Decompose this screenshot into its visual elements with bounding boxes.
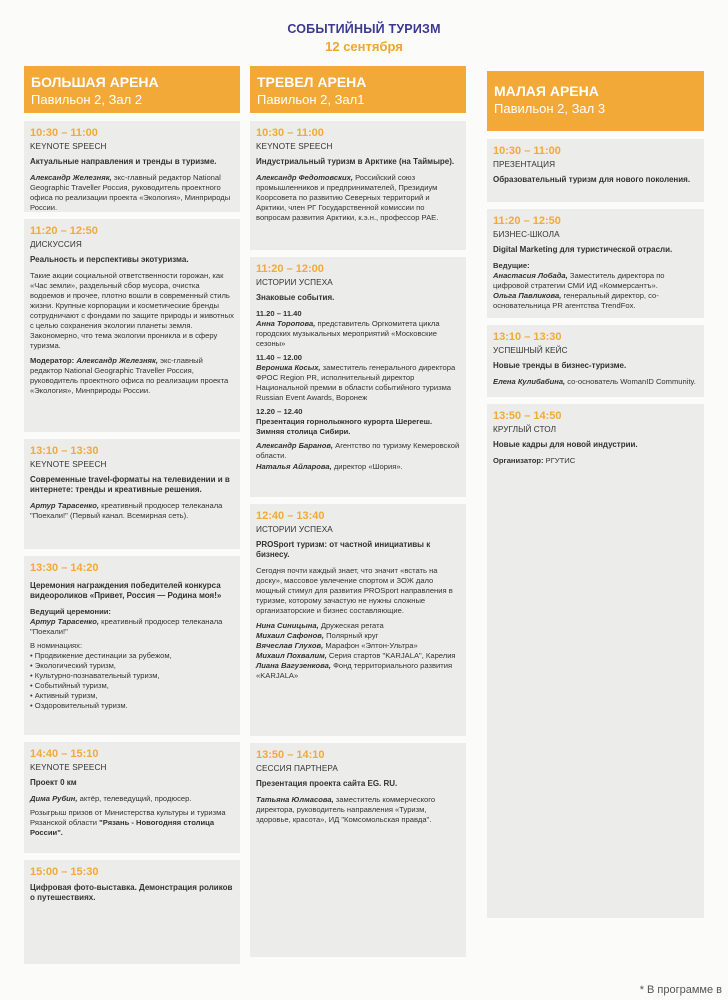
session-title: Цифровая фото-выставка. Демонстрация роликов о путешествиях. [30,883,233,902]
page-date: 12 сентября [325,39,403,54]
session-block [487,139,704,202]
session-title: PROSport туризм: от частной инициативы к бизнесу. [256,540,431,559]
speaker-desc: заместитель генерального директора ФРОС Region PR, исполнительный директор Национальной премии в области событийного туризма Russian Event Awards, Воронеж [256,363,456,402]
session-block [24,439,240,549]
session-title: Новые кадры для новой индустрии. [493,440,638,449]
moderator-label: Модератор: [30,356,75,365]
host-desc: креативный продюсер телеканала "Поехали!" [30,617,223,636]
speaker-desc: директор «Шория». [331,462,403,471]
nomination-item: • Культурно-познавательный туризм, [30,671,234,681]
organizer-value: РГУТИС [543,456,576,465]
lead [493,291,698,311]
session-time: 11:20 – 12:00 [256,263,324,275]
participant-name: Михаил Похвалим, [256,651,327,660]
speaker-name: Артур Тарасенко, [30,501,100,510]
session-block [250,504,466,736]
session-type: ДИСКУССИЯ [30,240,82,249]
session-time: 11:20 – 12:50 [30,225,98,237]
arena-name: МАЛАЯ АРЕНА [494,83,599,99]
host-name: Артур Тарасенко, [30,617,100,626]
lead-name: Ольга Павликова, [493,291,562,300]
session-time: 12:40 – 13:40 [256,510,325,522]
session-time: 10:30 – 11:00 [493,145,561,157]
subsession-title: Презентация горнолыжного курорта Шерегеш. Зимняя столица Сибири. [256,417,433,436]
session-block [24,121,240,212]
session-time: 13:30 – 14:20 [30,562,99,574]
session-type: KEYNOTE SPEECH [30,763,107,772]
speaker-name: Елена Кулибабина, [493,377,566,386]
session-type: KEYNOTE SPEECH [256,142,333,151]
host [30,607,234,637]
session-block [487,209,704,318]
session-time: 10:30 – 11:00 [256,127,324,139]
session-type: ПРЕЗЕНТАЦИЯ [493,160,556,169]
session-title: Реальность и перспективы экотуризма. [30,255,189,264]
session-time: 13:50 – 14:10 [256,749,325,761]
arena-place: Павильон 2, Зал 3 [494,101,606,116]
host-label: Ведущий церемонии: [30,607,111,616]
session-type: ИСТОРИИ УСПЕХА [256,278,333,287]
session-time: 15:00 – 15:30 [30,866,99,878]
speaker-name: Анна Торопова, [256,319,316,328]
speaker-name: Александр Федотовских, [256,173,353,182]
speaker-name: Вероника Косых, [256,363,321,372]
nomination-item: • Оздоровительный туризм. [30,701,234,711]
session-title: Digital Marketing для туристической отрасли. [493,245,673,254]
participant [256,621,460,631]
leads-label: Ведущие: [493,261,530,270]
moderator-name: Александр Железняк, [74,356,158,365]
column-trevel-arena [250,66,466,964]
participant-desc: Дружеская регата [318,621,384,630]
column-malaya-arena [487,66,704,925]
session-type: KEYNOTE SPEECH [30,142,107,151]
participant-desc: Фонд территориального развития «KARJALA» [256,661,453,680]
speaker [256,173,460,223]
session-block [24,219,240,432]
session-block [24,742,240,853]
session-title: Церемония награждения победителей конкурса видеороликов «Привет, Россия — Родина моя!» [30,581,222,600]
session-block [250,121,466,250]
speaker [30,501,234,521]
speaker-name: Александр Железняк, [30,173,112,182]
arena-name: БОЛЬШАЯ АРЕНА [31,74,159,90]
session-type: КРУГЛЫЙ СТОЛ [493,425,557,434]
nominations-label: В номинациях: [30,641,83,650]
arena-header [250,66,466,113]
session-time: 13:10 – 13:30 [30,445,99,457]
lead-desc: Заместитель директора по цифровой стратегии СМИ ИД «Коммерсантъ». [493,271,665,290]
session-block [24,860,240,964]
session-block [250,743,466,957]
page-title: СОБЫТИЙНЫЙ ТУРИЗМ [287,22,441,36]
session-text: Такие акции социальной ответственности горожан, как «Час земли», раздельный сбор мусора, очистка водоемов и прочее, плотно вошли в современный стиль жизни. Крупные корпорации и косметические бренды сотрудничают с фондами по защите природы и животных с целью сохранения экологии планеты земля. Закономерно, что тема экологии проникла и в сферу туризма. [30,271,234,350]
organizer [493,456,698,466]
session-time: 13:50 – 14:50 [493,410,562,422]
subsession-time: 11.20 – 11.40 [256,309,302,318]
subsession-time: 11.40 – 12.00 [256,353,303,362]
participant-desc: Марафон «Элтон-Ультра» [323,641,418,650]
session-time: 13:10 – 13:30 [493,331,562,343]
arena-place: Павильон 2, Зал1 [257,92,365,107]
participant [256,651,460,661]
nomination-item: • Активный туризм, [30,691,234,701]
nomination-item: • Экологический туризм, [30,661,234,671]
speaker [256,363,460,403]
speaker-name: Татьяна Юлмасова, [256,795,334,804]
session-type: ИСТОРИИ УСПЕХА [256,525,333,534]
lead [493,271,698,291]
participant [256,641,460,651]
session-type: СЕССИЯ ПАРТНЕРА [256,764,338,773]
speaker [256,319,460,349]
session-title: Проект 0 км [30,778,77,787]
session-title: Актуальные направления и тренды в туризме. [30,157,217,166]
prize-text: Розыгрыш призов от Министерства культуры и туризма Рязанской области [30,808,226,827]
session-title: Индустриальный туризм в Арктике (на Таймыре). [256,157,455,166]
session-time: 14:40 – 15:10 [30,748,99,760]
session-block [487,325,704,397]
nomination-item: • Событийный туризм, [30,681,234,691]
speaker [256,795,460,825]
speaker-desc: представитель Оргкомитета цикла городских музыкальных мероприятий «Московские сезоны» [256,319,440,348]
speaker-desc: Российский союз промышленников и предпринимателей, Президиум Коорсовета по развитию Северных территорий и Арктики, член РГ Государственной комиссии по вопросам развития Арктики, к.э.н., профессор РАЕ. [256,173,439,222]
speaker-desc: со-основатель WomanID Community. [565,377,696,386]
speaker-desc: актёр, телеведущий, продюсер. [77,794,192,803]
lead-name: Анастасия Лобада, [493,271,568,280]
footer-note: * В программе в [639,984,722,996]
arena-header [24,66,240,113]
arena-name: ТРЕВЕЛ АРЕНА [257,74,367,90]
session-block [250,257,466,497]
session-time: 10:30 – 11:00 [30,127,98,139]
participant-desc: Полярный круг [323,631,379,640]
speaker-name: Наталья Айларова, [256,462,332,471]
session-title: Знаковые события. [256,293,335,302]
speaker-name: Александр Баранов, [256,441,334,450]
speaker-desc: креативный продюсер телеканала "Поехали!" (Первый канал. Всемирная сеть). [30,501,223,520]
nomination-item: • Продвижение дестинации за рубежом, [30,651,234,661]
speaker-desc: заместитель коммерческого директора, руководитель направления «Туризм, здоровье, красота», ИД "Комсомольская правда". [256,795,436,824]
participant-name: Вячеслав Глухов, [256,641,324,650]
speaker [493,377,698,387]
session-title: Презентация проекта сайта EG. RU. [256,779,398,788]
subsession-time: 12.20 – 12.40 [256,407,303,416]
speaker-desc: экс-главный редактор National Geographic Traveller Россия, руководитель проектного офиса по реализации проекта «Экология», Минприроды России. [30,173,231,212]
speaker [30,794,234,804]
speaker [30,173,234,213]
session-type: УСПЕШНЫЙ КЕЙС [493,346,568,355]
moderator [30,356,234,396]
session-title: Новые тренды в бизнес-туризме. [493,361,627,370]
participant-name: Михаил Сафонов, [256,631,324,640]
participant-desc: Серия стартов "KARJALA", Карелия [326,651,456,660]
speaker [256,441,460,461]
speaker [256,462,460,472]
lead-desc: генеральный директор, со-основательница PR агентства TrendFox. [493,291,659,310]
session-block [24,556,240,735]
session-text [30,808,234,838]
session-type: БИЗНЕС-ШКОЛА [493,230,560,239]
arena-header [487,71,704,131]
page-header [0,22,728,54]
participant [256,661,460,681]
participant-name: Лиана Вагузенкова, [256,661,331,670]
session-type: KEYNOTE SPEECH [30,460,107,469]
session-time: 11:20 – 12:50 [493,215,561,227]
arena-place: Павильон 2, Зал 2 [31,92,143,107]
speaker-desc: Агентство по туризму Кемеровской области. [256,441,460,460]
column-bolshaya-arena [24,66,240,971]
moderator-desc: экс-главный редактор National Geographic Traveller Россия, руководитель проектного офиса по реализации проекта «Экология», Минприроды России. [30,356,229,395]
participant-name: Нина Синицына, [256,621,319,630]
prize-title: "Рязань - Новогодняя столица России". [30,818,215,837]
session-text: Сегодня почти каждый знает, что значит «встать на доску», массовое увлечение спортом и ЗОЖ дало мощный стимул для развития PROSport направления в туризме, которому зачастую не нужны сложные организаторские и бизнес составляющие. [256,566,453,615]
session-title: Современные travel-форматы на телевидении и в интернете: тренды и креативные решения. [30,475,230,494]
session-block [487,404,704,918]
participant [256,631,460,641]
session-title: Образовательный туризм для нового поколения. [493,175,691,184]
speaker-name: Дима Рубин, [30,794,78,803]
organizer-label: Организатор: [493,456,544,465]
